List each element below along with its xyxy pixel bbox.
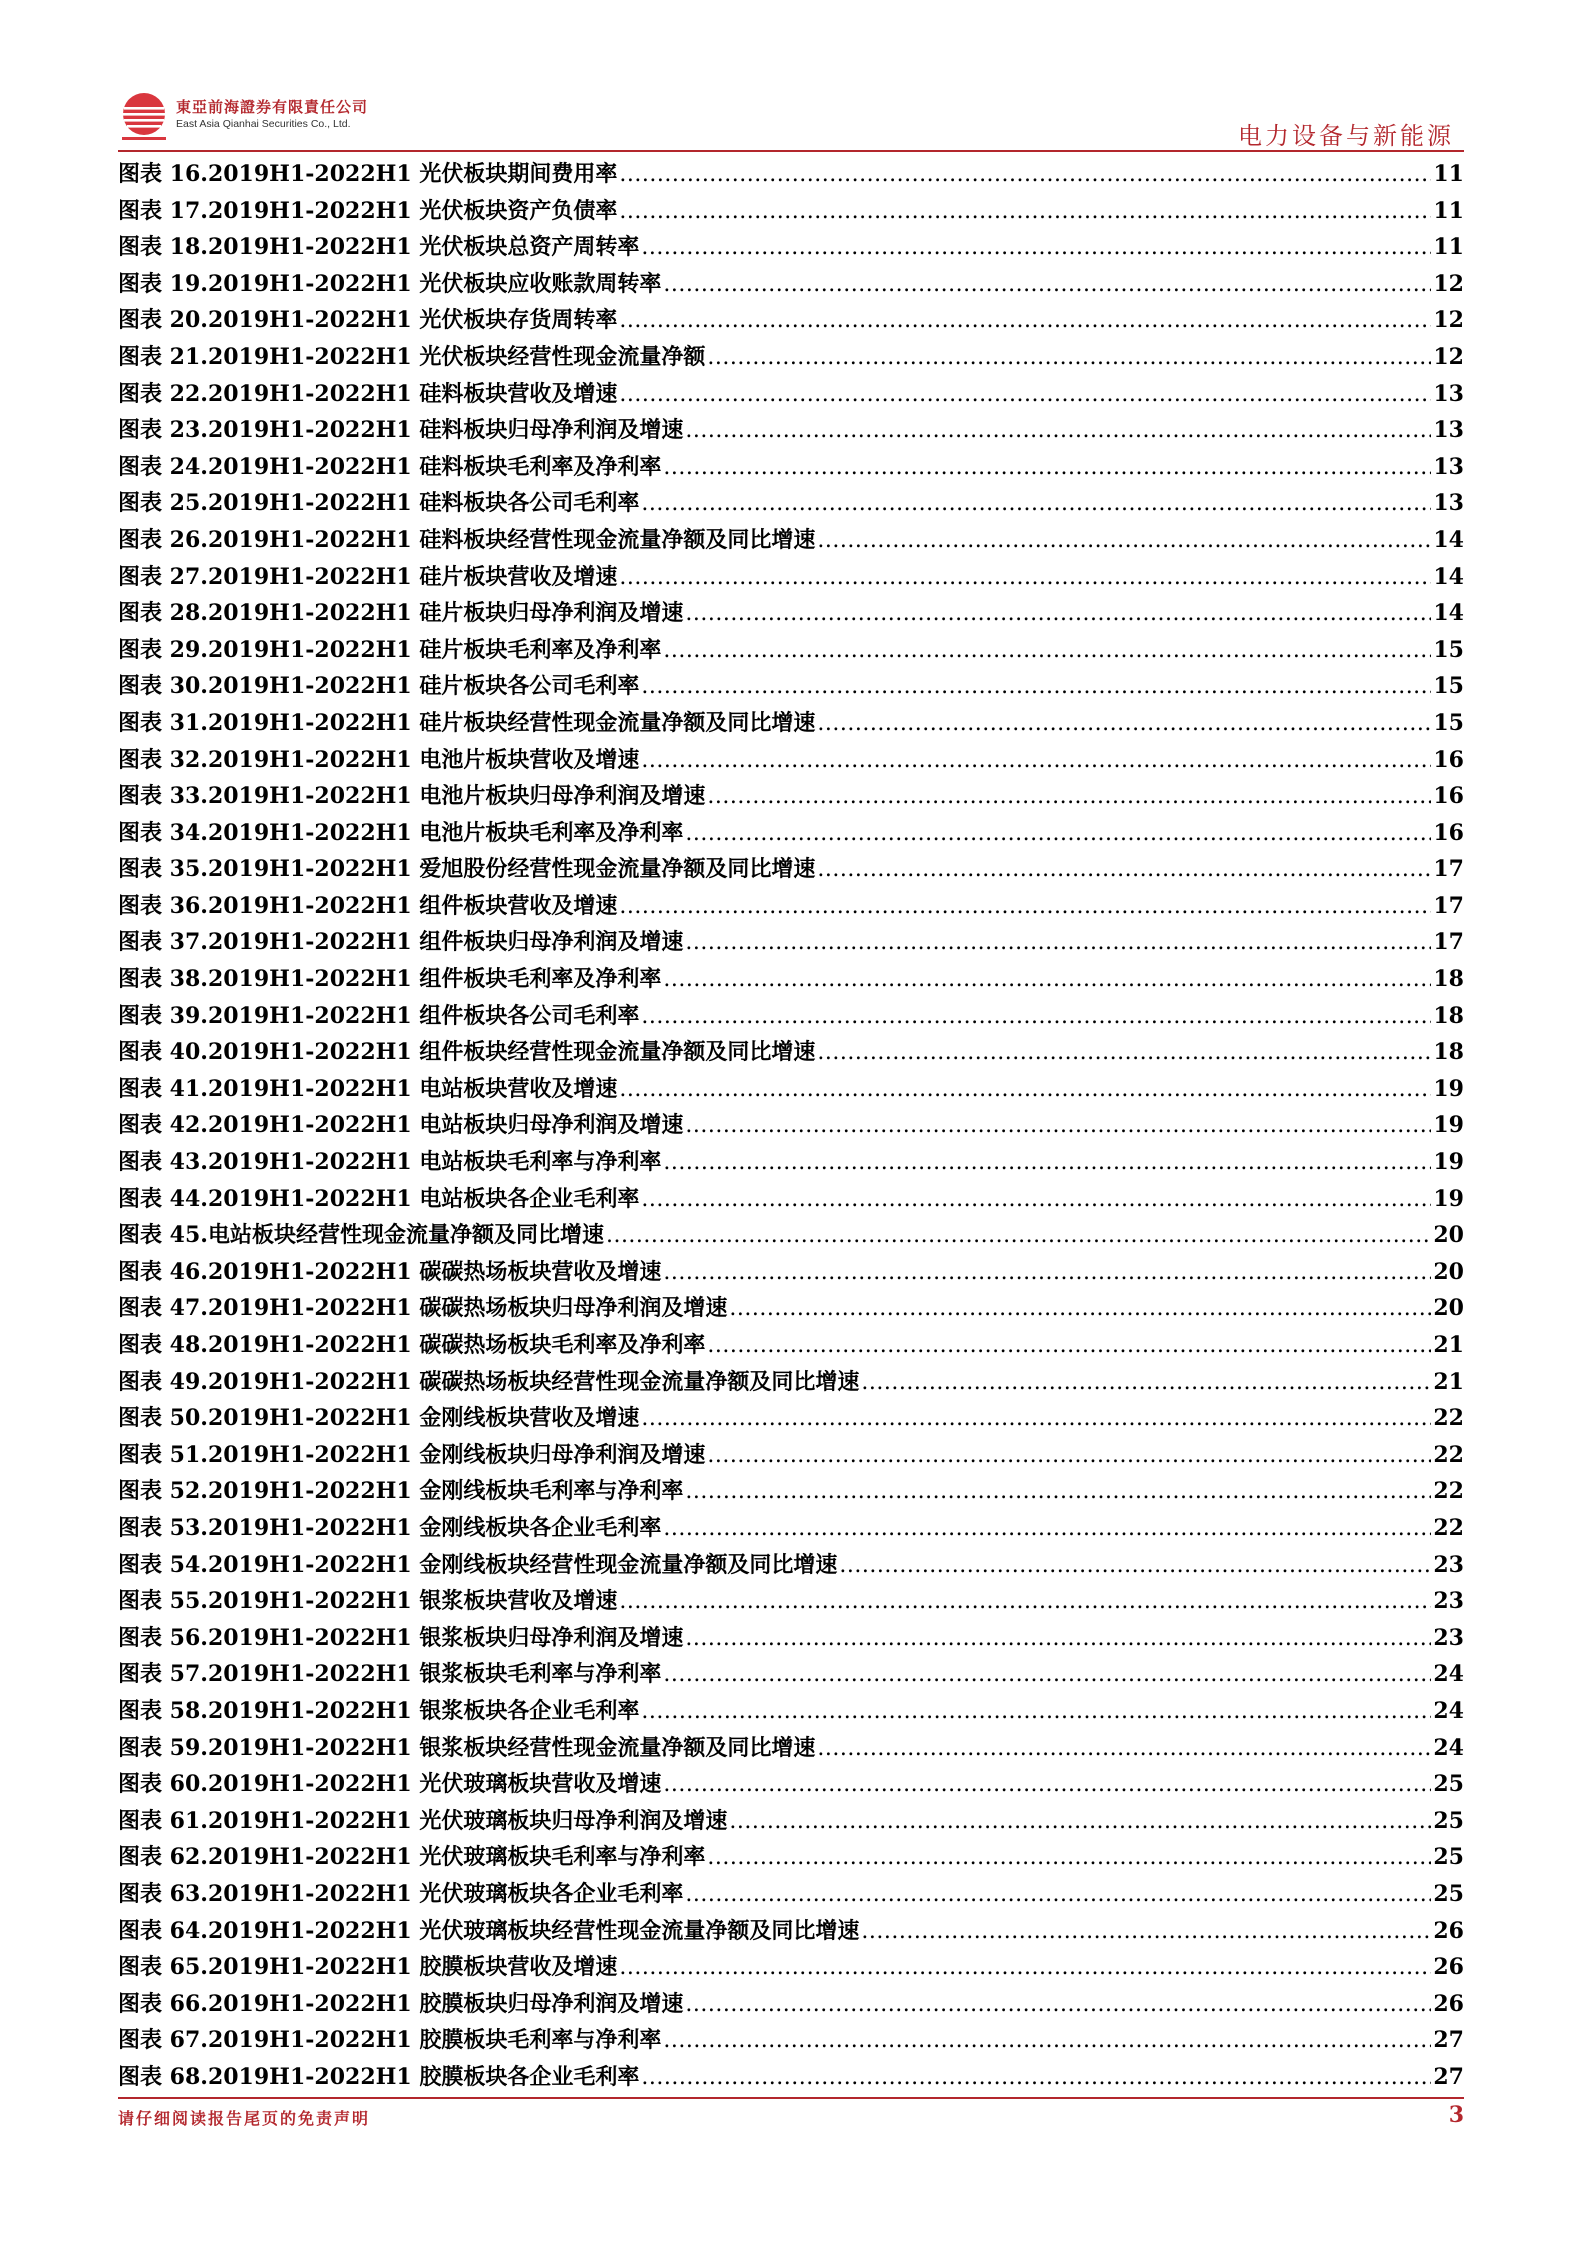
toc-entry-title: 2019H1-2022H1 电池片板块归母净利润及增速 bbox=[207, 783, 706, 810]
toc-entry-title: 2019H1-2022H1 银浆板块经营性现金流量净额及同比增速 bbox=[207, 1734, 816, 1761]
toc-dot-leader bbox=[619, 888, 1431, 926]
toc-dot-leader bbox=[685, 924, 1431, 962]
toc-entry-label: 图表 47. bbox=[118, 1295, 208, 1322]
toc-entry-title: 2019H1-2022H1 硅料板块营收及增速 bbox=[207, 380, 618, 407]
toc-dot-leader bbox=[641, 229, 1431, 267]
toc-dot-leader bbox=[641, 1400, 1431, 1438]
toc-entry-label: 图表 33. bbox=[118, 783, 208, 810]
toc-entry-page: 13 bbox=[1433, 453, 1464, 480]
toc-dot-leader bbox=[729, 1803, 1431, 1841]
toc-entry-label: 图表 27. bbox=[118, 563, 208, 590]
toc-dot-leader bbox=[707, 339, 1431, 377]
toc-entry[interactable] bbox=[118, 302, 1464, 339]
toc-entry[interactable] bbox=[118, 1217, 1464, 1254]
toc-entry-page: 23 bbox=[1433, 1624, 1464, 1651]
toc-entry-title: 2019H1-2022H1 银浆板块营收及增速 bbox=[207, 1588, 618, 1615]
toc-entry-page: 18 bbox=[1433, 1002, 1464, 1029]
toc-entry-label: 图表 37. bbox=[118, 929, 208, 956]
toc-entry-page: 12 bbox=[1433, 343, 1464, 370]
toc-entry-label: 图表 30. bbox=[118, 673, 208, 700]
toc-dot-leader bbox=[641, 1693, 1431, 1731]
toc-entry-label: 图表 43. bbox=[118, 1149, 208, 1176]
toc-entry-title: 2019H1-2022H1 硅料板块毛利率及净利率 bbox=[207, 453, 662, 480]
toc-entry-title: 2019H1-2022H1 电站板块营收及增速 bbox=[207, 1075, 618, 1102]
toc-entry-page: 23 bbox=[1433, 1551, 1464, 1578]
toc-entry[interactable] bbox=[118, 1437, 1464, 1474]
toc-entry[interactable] bbox=[118, 778, 1464, 815]
toc-entry[interactable] bbox=[118, 632, 1464, 669]
toc-entry-label: 图表 50. bbox=[118, 1405, 208, 1432]
toc-dot-leader bbox=[619, 302, 1431, 340]
toc-entry[interactable] bbox=[118, 1876, 1464, 1913]
toc-dot-leader bbox=[707, 778, 1431, 816]
page-header bbox=[118, 90, 1464, 148]
toc-dot-leader bbox=[663, 266, 1431, 304]
toc-entry[interactable] bbox=[118, 522, 1464, 559]
toc-entry-title: 2019H1-2022H1 金刚线板块经营性现金流量净额及同比增速 bbox=[207, 1551, 838, 1578]
footer-divider bbox=[118, 2097, 1464, 2099]
toc-entry-title: 2019H1-2022H1 硅料板块归母净利润及增速 bbox=[207, 417, 684, 444]
toc-entry-page: 22 bbox=[1433, 1478, 1464, 1505]
toc-entry[interactable] bbox=[118, 742, 1464, 779]
toc-entry-label: 图表 66. bbox=[118, 1990, 208, 2017]
toc-entry-page: 17 bbox=[1433, 892, 1464, 919]
toc-entry-page: 13 bbox=[1433, 417, 1464, 444]
toc-entry-page: 18 bbox=[1433, 1039, 1464, 1066]
toc-entry-label: 图表 65. bbox=[118, 1954, 208, 1981]
toc-dot-leader bbox=[685, 1620, 1431, 1658]
toc-entry[interactable] bbox=[118, 1034, 1464, 1071]
toc-entry-page: 14 bbox=[1433, 600, 1464, 627]
toc-entry-label: 图表 38. bbox=[118, 966, 208, 993]
toc-entry[interactable] bbox=[118, 1803, 1464, 1840]
toc-dot-leader bbox=[685, 1876, 1431, 1914]
toc-dot-leader bbox=[817, 1034, 1431, 1072]
toc-entry-label: 图表 28. bbox=[118, 600, 208, 627]
toc-entry-title: 2019H1-2022H1 硅片板块毛利率及净利率 bbox=[207, 636, 662, 663]
toc-entry-page: 11 bbox=[1433, 197, 1464, 224]
toc-entry-title: 2019H1-2022H1 金刚线板块各企业毛利率 bbox=[207, 1514, 662, 1541]
toc-entry[interactable] bbox=[118, 1290, 1464, 1327]
toc-entry-page: 22 bbox=[1433, 1441, 1464, 1468]
toc-dot-leader bbox=[861, 1364, 1431, 1402]
toc-entry-label: 图表 64. bbox=[118, 1917, 208, 1944]
toc-entry-title: 2019H1-2022H1 胶膜板块归母净利润及增速 bbox=[207, 1990, 684, 2017]
toc-entry-title: 2019H1-2022H1 光伏板块资产负债率 bbox=[207, 197, 618, 224]
toc-entry[interactable] bbox=[118, 2022, 1464, 2059]
toc-entry-page: 23 bbox=[1433, 1588, 1464, 1615]
toc-entry-title: 2019H1-2022H1 硅片板块经营性现金流量净额及同比增速 bbox=[207, 709, 816, 736]
toc-entry-title: 2019H1-2022H1 碳碳热场板块营收及增速 bbox=[207, 1258, 662, 1285]
toc-dot-leader bbox=[663, 1254, 1431, 1292]
company-name-cn: 東亞前海證券有限責任公司 bbox=[176, 98, 369, 116]
toc-entry[interactable] bbox=[118, 1949, 1464, 1986]
toc-dot-leader bbox=[663, 632, 1431, 670]
toc-entry-label: 图表 59. bbox=[118, 1734, 208, 1761]
toc-entry-page: 19 bbox=[1433, 1185, 1464, 1212]
toc-entry[interactable] bbox=[118, 376, 1464, 413]
toc-entry-page: 24 bbox=[1433, 1661, 1464, 1688]
toc-entry-title: 2019H1-2022H1 组件板块营收及增速 bbox=[207, 892, 618, 919]
toc-entry[interactable] bbox=[118, 1181, 1464, 1218]
toc-dot-leader bbox=[641, 998, 1431, 1036]
toc-entry-label: 图表 42. bbox=[118, 1112, 208, 1139]
toc-entry-page: 16 bbox=[1433, 783, 1464, 810]
toc-dot-leader bbox=[817, 1730, 1431, 1768]
toc-entry-page: 24 bbox=[1433, 1734, 1464, 1761]
toc-entry-page: 25 bbox=[1433, 1844, 1464, 1871]
toc-entry[interactable] bbox=[118, 815, 1464, 852]
toc-entry-page: 19 bbox=[1433, 1112, 1464, 1139]
toc-entry[interactable] bbox=[118, 1693, 1464, 1730]
toc-dot-leader bbox=[619, 1071, 1431, 1109]
toc-dot-leader bbox=[685, 1986, 1431, 2024]
toc-dot-leader bbox=[663, 1510, 1431, 1548]
toc-entry-page: 21 bbox=[1433, 1368, 1464, 1395]
toc-entry-title: 2019H1-2022H1 电站板块毛利率与净利率 bbox=[207, 1149, 662, 1176]
toc-entry-label: 图表 56. bbox=[118, 1624, 208, 1651]
toc-entry[interactable] bbox=[118, 998, 1464, 1035]
toc-dot-leader bbox=[685, 1473, 1431, 1511]
toc-entry-page: 20 bbox=[1433, 1258, 1464, 1285]
toc-entry-page: 26 bbox=[1433, 1917, 1464, 1944]
toc-entry-label: 图表 36. bbox=[118, 892, 208, 919]
toc-entry-page: 19 bbox=[1433, 1149, 1464, 1176]
toc-dot-leader bbox=[685, 595, 1431, 633]
toc-entry-label: 图表 17. bbox=[118, 197, 208, 224]
toc-entry[interactable] bbox=[118, 1364, 1464, 1401]
toc-dot-leader bbox=[663, 1144, 1431, 1182]
toc-entry[interactable] bbox=[118, 1510, 1464, 1547]
toc-entry[interactable] bbox=[118, 1473, 1464, 1510]
toc-entry-title: 2019H1-2022H1 硅片板块归母净利润及增速 bbox=[207, 600, 684, 627]
toc-dot-leader bbox=[619, 1949, 1431, 1987]
toc-entry-title: 2019H1-2022H1 银浆板块归母净利润及增速 bbox=[207, 1624, 684, 1651]
toc-entry-label: 图表 61. bbox=[118, 1807, 208, 1834]
toc-entry[interactable] bbox=[118, 1730, 1464, 1767]
toc-entry-label: 图表 53. bbox=[118, 1514, 208, 1541]
toc-entry-title: 2019H1-2022H1 碳碳热场板块经营性现金流量净额及同比增速 bbox=[207, 1368, 860, 1395]
toc-entry[interactable] bbox=[118, 559, 1464, 596]
toc-entry[interactable] bbox=[118, 595, 1464, 632]
toc-entry-page: 11 bbox=[1433, 161, 1464, 187]
toc-entry-title: 2019H1-2022H1 组件板块毛利率及净利率 bbox=[207, 966, 662, 993]
toc-dot-leader bbox=[817, 851, 1431, 889]
toc-entry-title: 2019H1-2022H1 光伏玻璃板块毛利率与净利率 bbox=[207, 1844, 706, 1871]
toc-entry-page: 19 bbox=[1433, 1075, 1464, 1102]
toc-dot-leader bbox=[663, 1766, 1431, 1804]
toc-entry-label: 图表 55. bbox=[118, 1588, 208, 1615]
toc-entry-title: 2019H1-2022H1 银浆板块毛利率与净利率 bbox=[207, 1661, 662, 1688]
toc-entry-title: 2019H1-2022H1 组件板块经营性现金流量净额及同比增速 bbox=[207, 1039, 816, 1066]
toc-entry-label: 图表 19. bbox=[118, 270, 208, 297]
toc-dot-leader bbox=[641, 742, 1431, 780]
toc-entry-title: 2019H1-2022H1 光伏板块应收账款周转率 bbox=[207, 270, 662, 297]
toc-entry-label: 图表 21. bbox=[118, 343, 208, 370]
toc-entry-title: 2019H1-2022H1 光伏板块总资产周转率 bbox=[207, 234, 640, 261]
toc-entry-title: 2019H1-2022H1 光伏玻璃板块营收及增速 bbox=[207, 1771, 662, 1798]
toc-entry-label: 图表 54. bbox=[118, 1551, 208, 1578]
toc-entry-title: 2019H1-2022H1 电池片板块毛利率及净利率 bbox=[207, 819, 684, 846]
toc-entry[interactable] bbox=[118, 1071, 1464, 1108]
toc-dot-leader bbox=[663, 2022, 1431, 2060]
toc-entry[interactable] bbox=[118, 851, 1464, 888]
toc-dot-leader bbox=[685, 815, 1431, 853]
toc-entry-label: 图表 68. bbox=[118, 2063, 208, 2090]
toc-entry-title: 2019H1-2022H1 光伏玻璃板块经营性现金流量净额及同比增速 bbox=[207, 1917, 860, 1944]
toc-entry-label: 图表 44. bbox=[118, 1185, 208, 1212]
toc-entry-label: 图表 39. bbox=[118, 1002, 208, 1029]
toc-entry-title: 2019H1-2022H1 硅料板块各公司毛利率 bbox=[207, 490, 640, 517]
toc-entry[interactable] bbox=[118, 961, 1464, 998]
toc-entry-page: 26 bbox=[1433, 1990, 1464, 2017]
toc-entry-page: 26 bbox=[1433, 1954, 1464, 1981]
toc-entry-label: 图表 40. bbox=[118, 1039, 208, 1066]
toc-entry-title: 2019H1-2022H1 光伏板块期间费用率 bbox=[207, 161, 618, 187]
toc-entry-page: 12 bbox=[1433, 270, 1464, 297]
toc-entry-title: 电站板块经营性现金流量净额及同比增速 bbox=[207, 1222, 604, 1249]
toc-dot-leader bbox=[619, 156, 1431, 194]
toc-entry-page: 24 bbox=[1433, 1697, 1464, 1724]
toc-entry[interactable] bbox=[118, 412, 1464, 449]
toc-entry[interactable] bbox=[118, 1254, 1464, 1291]
toc-entry-page: 22 bbox=[1433, 1405, 1464, 1432]
toc-entry[interactable] bbox=[118, 156, 1464, 193]
toc-entry-label: 图表 25. bbox=[118, 490, 208, 517]
toc-entry[interactable] bbox=[118, 449, 1464, 486]
toc-entry[interactable] bbox=[118, 229, 1464, 266]
toc-entry-label: 图表 16. bbox=[118, 161, 208, 187]
toc-entry-label: 图表 24. bbox=[118, 453, 208, 480]
toc-entry[interactable] bbox=[118, 266, 1464, 303]
toc-entry-label: 图表 26. bbox=[118, 526, 208, 553]
toc-entry-title: 2019H1-2022H1 光伏玻璃板块归母净利润及增速 bbox=[207, 1807, 728, 1834]
toc-dot-leader bbox=[663, 1656, 1431, 1694]
toc-dot-leader bbox=[817, 705, 1431, 743]
toc-entry-page: 27 bbox=[1433, 2027, 1464, 2054]
toc-dot-leader bbox=[606, 1217, 1431, 1255]
toc-dot-leader bbox=[707, 1327, 1431, 1365]
toc-entry-label: 图表 46. bbox=[118, 1258, 208, 1285]
toc-dot-leader bbox=[641, 2059, 1431, 2097]
toc-dot-leader bbox=[619, 376, 1431, 414]
toc-entry-title: 2019H1-2022H1 金刚线板块营收及增速 bbox=[207, 1405, 640, 1432]
toc-entry-page: 11 bbox=[1433, 234, 1464, 261]
disclaimer-note: 请仔细阅读报告尾页的免责声明 bbox=[118, 2109, 371, 2128]
toc-entry-label: 图表 67. bbox=[118, 2027, 208, 2054]
toc-entry[interactable] bbox=[118, 705, 1464, 742]
toc-entry[interactable] bbox=[118, 1400, 1464, 1437]
toc-entry-title: 2019H1-2022H1 电池片板块营收及增速 bbox=[207, 746, 640, 773]
toc-entry[interactable] bbox=[118, 1839, 1464, 1876]
toc-entry[interactable] bbox=[118, 1547, 1464, 1584]
toc-entry-page: 15 bbox=[1433, 673, 1464, 700]
toc-dot-leader bbox=[641, 485, 1431, 523]
toc-entry-label: 图表 31. bbox=[118, 709, 208, 736]
toc-entry-label: 图表 57. bbox=[118, 1661, 208, 1688]
toc-entry-page: 25 bbox=[1433, 1880, 1464, 1907]
toc-entry-page: 16 bbox=[1433, 746, 1464, 773]
toc-entry[interactable] bbox=[118, 924, 1464, 961]
toc-dot-leader bbox=[663, 449, 1431, 487]
toc-entry-label: 图表 51. bbox=[118, 1441, 208, 1468]
toc-dot-leader bbox=[685, 1107, 1431, 1145]
toc-entry-title: 2019H1-2022H1 光伏玻璃板块各企业毛利率 bbox=[207, 1880, 684, 1907]
toc-dot-leader bbox=[619, 193, 1431, 231]
toc-dot-leader bbox=[707, 1437, 1431, 1475]
toc-dot-leader bbox=[619, 559, 1431, 597]
toc-entry-page: 22 bbox=[1433, 1514, 1464, 1541]
table-of-figures bbox=[118, 156, 1464, 2095]
toc-entry-page: 15 bbox=[1433, 636, 1464, 663]
toc-entry-label: 图表 41. bbox=[118, 1075, 208, 1102]
toc-entry-title: 2019H1-2022H1 胶膜板块营收及增速 bbox=[207, 1954, 618, 1981]
page-number: 3 bbox=[1448, 2102, 1464, 2128]
toc-entry-title: 2019H1-2022H1 硅料板块经营性现金流量净额及同比增速 bbox=[207, 526, 816, 553]
header-divider bbox=[118, 150, 1464, 152]
toc-entry-title: 2019H1-2022H1 金刚线板块归母净利润及增速 bbox=[207, 1441, 706, 1468]
company-name-en: East Asia Qianhai Securities Co., Ltd. bbox=[176, 118, 351, 130]
toc-entry-title: 2019H1-2022H1 组件板块归母净利润及增速 bbox=[207, 929, 684, 956]
toc-entry-label: 图表 20. bbox=[118, 307, 208, 334]
toc-dot-leader bbox=[641, 1181, 1431, 1219]
toc-entry-page: 21 bbox=[1433, 1332, 1464, 1358]
toc-entry-label: 图表 22. bbox=[118, 380, 208, 407]
toc-entry[interactable] bbox=[118, 2059, 1464, 2096]
toc-entry-page: 14 bbox=[1433, 526, 1464, 553]
toc-entry-title: 2019H1-2022H1 银浆板块各企业毛利率 bbox=[207, 1697, 640, 1724]
toc-entry-title: 2019H1-2022H1 光伏板块经营性现金流量净额 bbox=[207, 343, 706, 370]
toc-entry-page: 13 bbox=[1433, 490, 1464, 517]
toc-dot-leader bbox=[641, 668, 1431, 706]
toc-entry-title: 2019H1-2022H1 电站板块各企业毛利率 bbox=[207, 1185, 640, 1212]
toc-entry-title: 2019H1-2022H1 胶膜板块毛利率与净利率 bbox=[207, 2027, 662, 2054]
toc-dot-leader bbox=[839, 1547, 1431, 1585]
toc-entry[interactable] bbox=[118, 1327, 1464, 1364]
toc-entry[interactable] bbox=[118, 193, 1464, 230]
toc-entry-title: 2019H1-2022H1 爱旭股份经营性现金流量净额及同比增速 bbox=[207, 856, 816, 883]
toc-entry-label: 图表 45. bbox=[118, 1222, 208, 1249]
toc-entry[interactable] bbox=[118, 1107, 1464, 1144]
toc-entry-title: 2019H1-2022H1 硅片板块各公司毛利率 bbox=[207, 673, 640, 700]
toc-entry-label: 图表 58. bbox=[118, 1697, 208, 1724]
toc-entry-page: 13 bbox=[1433, 380, 1464, 407]
toc-dot-leader bbox=[685, 412, 1431, 450]
toc-entry-page: 14 bbox=[1433, 563, 1464, 590]
toc-entry[interactable] bbox=[118, 485, 1464, 522]
toc-entry-label: 图表 62. bbox=[118, 1844, 208, 1871]
toc-entry-page: 16 bbox=[1433, 819, 1464, 846]
toc-entry-title: 2019H1-2022H1 碳碳热场板块毛利率及净利率 bbox=[207, 1332, 706, 1358]
toc-dot-leader bbox=[619, 1583, 1431, 1621]
toc-entry[interactable] bbox=[118, 888, 1464, 925]
toc-entry-title: 2019H1-2022H1 组件板块各公司毛利率 bbox=[207, 1002, 640, 1029]
company-logo-icon bbox=[118, 90, 170, 142]
toc-entry[interactable] bbox=[118, 668, 1464, 705]
toc-entry[interactable] bbox=[118, 1144, 1464, 1181]
toc-entry-page: 17 bbox=[1433, 856, 1464, 883]
toc-entry-label: 图表 18. bbox=[118, 234, 208, 261]
toc-entry-page: 20 bbox=[1433, 1295, 1464, 1322]
toc-entry[interactable] bbox=[118, 1986, 1464, 2023]
toc-entry-label: 图表 52. bbox=[118, 1478, 208, 1505]
toc-dot-leader bbox=[817, 522, 1431, 560]
toc-dot-leader bbox=[707, 1839, 1431, 1877]
toc-entry-page: 17 bbox=[1433, 929, 1464, 956]
toc-entry-page: 18 bbox=[1433, 966, 1464, 993]
toc-entry-label: 图表 35. bbox=[118, 856, 208, 883]
toc-dot-leader bbox=[663, 961, 1431, 999]
toc-entry-page: 27 bbox=[1433, 2063, 1464, 2090]
toc-entry-label: 图表 34. bbox=[118, 819, 208, 846]
toc-entry-page: 15 bbox=[1433, 709, 1464, 736]
toc-entry-title: 2019H1-2022H1 碳碳热场板块归母净利润及增速 bbox=[207, 1295, 728, 1322]
toc-entry-label: 图表 23. bbox=[118, 417, 208, 444]
toc-dot-leader bbox=[729, 1290, 1431, 1328]
toc-entry-title: 2019H1-2022H1 胶膜板块各企业毛利率 bbox=[207, 2063, 640, 2090]
toc-entry-page: 20 bbox=[1433, 1222, 1464, 1249]
toc-dot-leader bbox=[861, 1913, 1431, 1951]
toc-entry[interactable] bbox=[118, 1656, 1464, 1693]
toc-entry-title: 2019H1-2022H1 硅片板块营收及增速 bbox=[207, 563, 618, 590]
toc-entry-label: 图表 32. bbox=[118, 746, 208, 773]
toc-entry[interactable] bbox=[118, 339, 1464, 376]
toc-entry-title: 2019H1-2022H1 电站板块归母净利润及增速 bbox=[207, 1112, 684, 1139]
section-title: 电力设备与新能源 bbox=[1238, 122, 1454, 150]
toc-entry-page: 25 bbox=[1433, 1771, 1464, 1798]
toc-entry[interactable] bbox=[118, 1766, 1464, 1803]
toc-entry-page: 12 bbox=[1433, 307, 1464, 334]
toc-entry[interactable] bbox=[118, 1620, 1464, 1657]
toc-entry-label: 图表 63. bbox=[118, 1880, 208, 1907]
toc-entry-title: 2019H1-2022H1 金刚线板块毛利率与净利率 bbox=[207, 1478, 684, 1505]
toc-entry[interactable] bbox=[118, 1583, 1464, 1620]
toc-entry[interactable] bbox=[118, 1913, 1464, 1950]
toc-entry-label: 图表 48. bbox=[118, 1332, 208, 1358]
toc-entry-label: 图表 49. bbox=[118, 1368, 208, 1395]
toc-entry-label: 图表 29. bbox=[118, 636, 208, 663]
toc-entry-title: 2019H1-2022H1 光伏板块存货周转率 bbox=[207, 307, 618, 334]
toc-entry-label: 图表 60. bbox=[118, 1771, 208, 1798]
toc-entry-page: 25 bbox=[1433, 1807, 1464, 1834]
